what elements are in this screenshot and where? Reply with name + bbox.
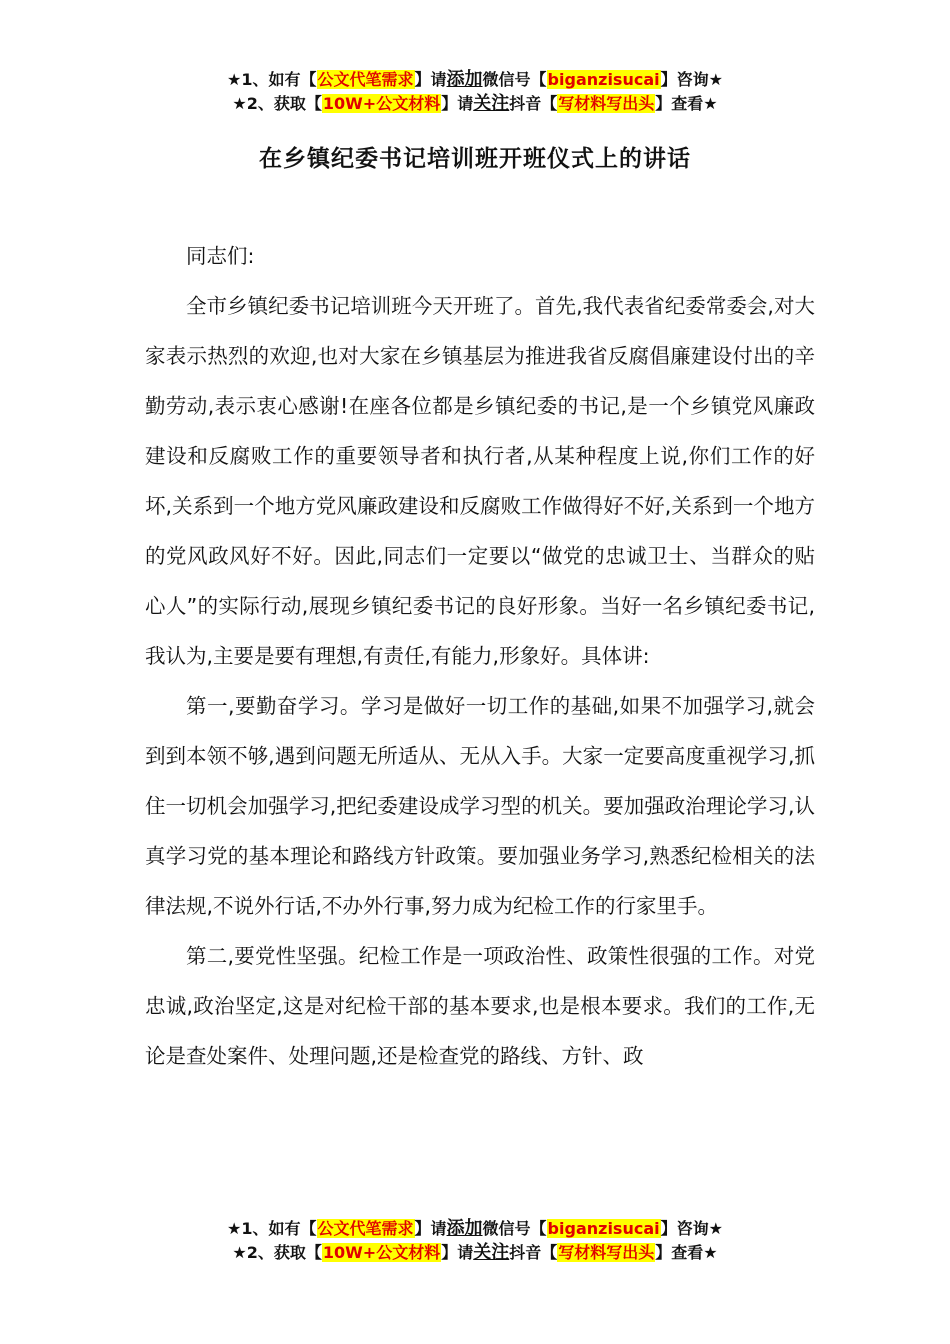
promo-text: ★2、获取【	[232, 1243, 322, 1262]
promo-text: 微信号【	[482, 70, 547, 89]
promo-underline: 添加	[446, 69, 483, 90]
promo-highlight: 公文代笔需求	[317, 70, 414, 89]
promo-highlight-wechat: biganzisucai	[547, 70, 660, 89]
promo-text: 】咨询★	[660, 1219, 723, 1238]
salutation: 同志们:	[186, 244, 255, 268]
promo-text: 】请	[441, 94, 474, 113]
promo-line-1	[0, 1217, 950, 1241]
promo-line-1	[0, 68, 950, 92]
promo-text: 微信号【	[482, 1219, 547, 1238]
promo-highlight-douyin: 写材料写出头	[558, 1243, 655, 1262]
document-title: 在乡镇纪委书记培训班开班仪式上的讲话	[259, 146, 691, 172]
promo-text: 】请	[414, 1219, 447, 1238]
paragraph-intro: 全市乡镇纪委书记培训班今天开班了。首先,我代表省纪委常委会,对大家表示热烈的欢迎,也对大家在乡镇基层为推进我省反腐倡廉建设付出的辛勤劳动,表示衷心感谢!在座各位都是乡镇纪委的书记,是一个乡镇党风廉政建设和反腐败工作的重要领导者和执行者,从某种程度上说,你们工作的好坏,关系到一个地方党风廉政建设和反腐败工作做得好不好,关系到一个地方的党风政风好不好。因此,同志们一定要以“做党的忠诚卫士、当群众的贴心人”的实际行动,展现乡镇纪委书记的良好形象。当好一名乡镇纪委书记,我认为,主要是要有理想,有责任,有能力,形象好。具体讲:	[145, 294, 815, 668]
promo-highlight-wechat: biganzisucai	[547, 1219, 660, 1238]
promo-text: 】请	[414, 70, 447, 89]
promo-text: 抖音【	[509, 1243, 558, 1262]
promo-highlight: 10W+公文材料	[322, 1243, 441, 1262]
promo-banner-bottom	[0, 1217, 950, 1265]
promo-text: 】查看★	[655, 1243, 718, 1262]
promo-highlight: 公文代笔需求	[317, 1219, 414, 1238]
promo-text: 】请	[441, 1243, 474, 1262]
promo-text: ★1、如有【	[227, 70, 317, 89]
promo-text: 】查看★	[655, 94, 718, 113]
promo-underline: 添加	[446, 1218, 483, 1239]
promo-underline: 关注	[473, 93, 510, 114]
paragraph-first-point: 第一,要勤奋学习。学习是做好一切工作的基础,如果不加强学习,就会到到本领不够,遇到问题无所适从、无从入手。大家一定要高度重视学习,抓住一切机会加强学习,把纪委建设成学习型的机关。要加强政治理论学习,认真学习党的基本理论和路线方针政策。要加强业务学习,熟悉纪检相关的法律法规,不说外行话,不办外行事,努力成为纪检工作的行家里手。	[145, 694, 815, 918]
promo-line-2	[0, 1241, 950, 1265]
promo-text: 抖音【	[509, 94, 558, 113]
promo-text: ★2、获取【	[232, 94, 322, 113]
promo-banner-top	[0, 68, 950, 116]
promo-highlight-douyin: 写材料写出头	[558, 94, 655, 113]
paragraph-second-point: 第二,要党性坚强。纪检工作是一项政治性、政策性很强的工作。对党忠诚,政治坚定,这是对纪检干部的基本要求,也是根本要求。我们的工作,无论是查处案件、处理问题,还是检查党的路线、方针、政	[145, 944, 815, 1068]
promo-line-2	[0, 92, 950, 116]
promo-highlight: 10W+公文材料	[322, 94, 441, 113]
promo-text: ★1、如有【	[227, 1219, 317, 1238]
promo-text: 】咨询★	[660, 70, 723, 89]
promo-underline: 关注	[473, 1242, 510, 1263]
document-body	[145, 231, 815, 1081]
